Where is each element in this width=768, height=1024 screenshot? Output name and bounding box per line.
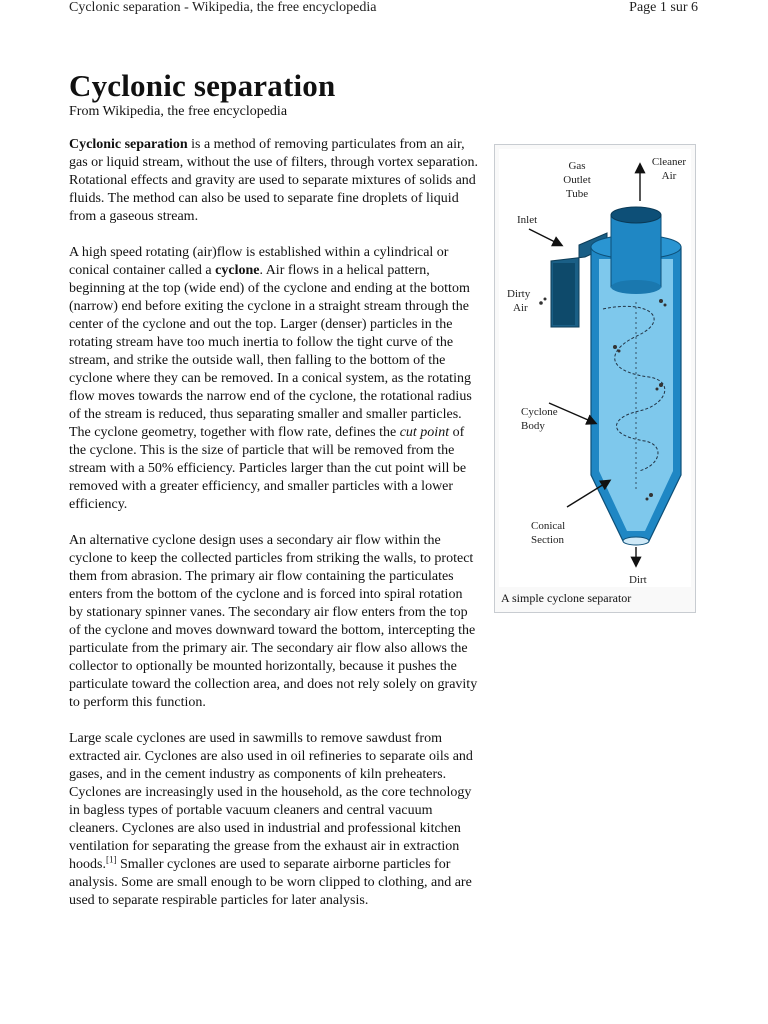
figure-box [494, 144, 696, 613]
label-outlet: Outlet [563, 174, 591, 186]
term-cyclonic-separation: Cyclonic separation [69, 137, 188, 152]
label-dirty-air: Air [513, 302, 528, 314]
label-section: Section [531, 534, 564, 546]
paragraph-3: An alternative cyclone design uses a secondary air flow within the cyclone to keep the collected particles from striking the walls, to protect them from abrasion. The primary air flow containing the particulates enters from the bottom of the cyclone and is forced into spiral rotation by stationary spinner vanes. The secondary air flow enters from the top of the cyclone and moves downward toward the bottom, intercepting the particulate from the primary air. The secondary air flow also allows the collector to optionally be mounted horizontally, because it pushes the particulate toward the collection area, and does not rely solely on gravity to perform this function. [69, 533, 478, 710]
inlet-arrow [529, 229, 561, 245]
label-conical: Conical [531, 520, 566, 532]
paragraph-2-text-a: A high speed rotating (air)flow is established within a cylindrical or conical container called a [69, 245, 449, 278]
label-body: Body [521, 420, 545, 432]
label-dirt: Dirt [629, 574, 647, 586]
outlet-tube-bottom-shape [611, 280, 661, 294]
page-title: Cyclonic separation [69, 68, 336, 103]
link-cyclone[interactable]: cyclone [215, 263, 260, 278]
figure-caption: A simple cyclone separator [501, 591, 632, 605]
reference-link[interactable]: [1] [105, 854, 117, 865]
paragraph-2-text-b: . Air flows in a helical pattern, beginning at the top (wide end) of the cyclone and ending at the bottom (narrow) end before exiting the cyclone in a straight stream through the center of the cyclone and out the top. Larger (denser) particles in the rotating stream have too much inertia to follow the tight curve of the stream, and strike the outside wall, then falling to the bottom of the cyclone where they can be removed. In a conical system, as the rotating flow moves towards the narrow end of the cyclone, the rotational radius of the stream is reduced, thus separating smaller and smaller particles. The cyclone geometry, together with flow rate, defines the [69, 263, 472, 440]
outlet-tube-shape [611, 215, 661, 287]
page-subtitle: From Wikipedia, the free encyclopedia [69, 104, 288, 119]
label-inlet: Inlet [517, 214, 538, 226]
paragraph-1-text: is a method of removing particulates from an air, gas or liquid stream, without the use of filters, through vortex separation. Rotational effects and gravity are used to separate mixtures of solids and fluids. The method can also be used to separate fine droplets of liquid from a gaseous stream. [69, 137, 479, 224]
term-cut-point: cut point [399, 425, 450, 440]
label-cyclone: Cyclone [521, 406, 558, 418]
paragraph-4 [69, 730, 479, 910]
cyclone-diagram[interactable] [499, 149, 691, 587]
paragraph-4-text-b: Smaller cyclones are used to separate airborne particles for analysis. Some are small enough to be worn clipped to clothing, and are used to separate respirable particles for later analysis. [69, 857, 472, 908]
label-cleaner: Cleaner [651, 156, 687, 168]
outlet-tube-top-shape [611, 207, 661, 223]
paragraph-2 [69, 244, 479, 514]
inlet-opening-shape [553, 263, 575, 325]
print-page-indicator: Page 1 sur 6 [629, 0, 698, 15]
label-cleaner-air: Air [661, 170, 677, 182]
paragraph-1 [69, 136, 479, 226]
label-gas: Gas [568, 160, 586, 172]
cyclone-illustration [499, 149, 691, 587]
label-tube: Tube [565, 188, 589, 200]
dust-outlet-shape [623, 537, 649, 545]
paragraph-4-text-a: Large scale cyclones are used in sawmills to remove sawdust from extracted air. Cyclones are also used in oil refineries to separate oils and gases, and in the cement industry as components of kiln preheaters. Cyclones are increasingly used in the household, as the core technology in bagless types of portable vacuum cleaners and central vacuum cleaners. Cyclones are also used in industrial and professional kitchen ventilation for separating the grease from the exhaust air in extraction hoods. [69, 731, 473, 872]
label-dirty: Dirty [507, 288, 531, 300]
paragraph-2-text-c: of the cyclone. This is the size of particle that will be removed from the stream with a 50% efficiency. Particles larger than the cut point will be removed with a greater efficiency, and smaller particles with a lower efficiency. [69, 425, 467, 512]
print-header-title: Cyclonic separation - Wikipedia, the free encyclopedia [69, 0, 377, 15]
article-body [69, 136, 479, 928]
